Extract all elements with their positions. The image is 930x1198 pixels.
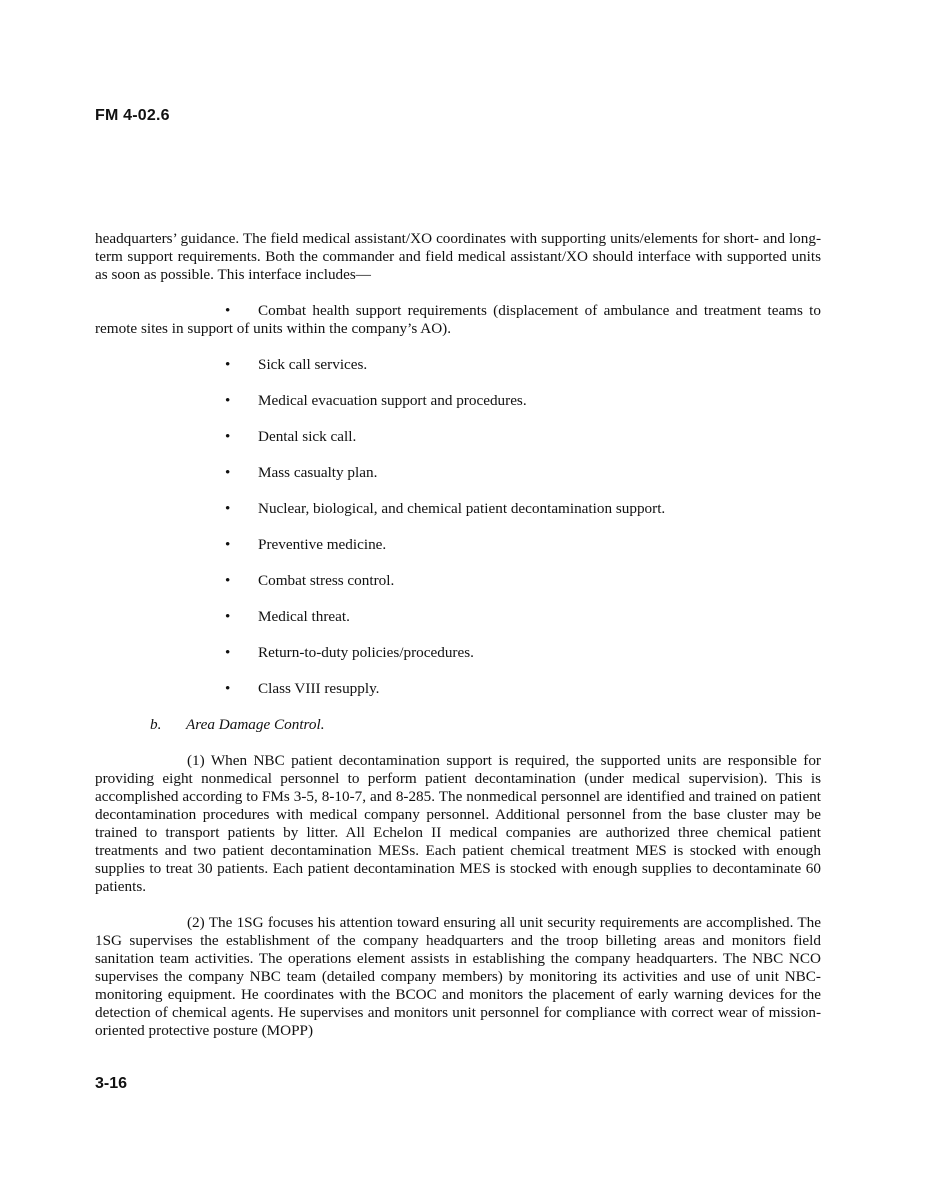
list-item	[95, 500, 821, 518]
list-item	[95, 608, 821, 626]
bullet-icon: •	[225, 644, 231, 661]
list-item-text: Medical evacuation support and procedures.	[258, 392, 527, 409]
list-item-text: Dental sick call.	[258, 428, 357, 445]
document-id-header: FM 4-02.6	[95, 107, 170, 124]
numbered-paragraph-2: (2) The 1SG focuses his attention toward ensuring all unit security requirements are accomplished. The 1SG supervises the establishment of the company headquarters and the troop billeting areas and monitors field sanitation team activities. The operations element assists in establishing the company headquarters. The NBC NCO supervises the company NBC team (detailed company members) by monitoring its activities and use of unit NBC-monitoring equipment. He coordinates with the BCOC and monitors the placement of early warning devices for the detection of chemical agents. He supervises and monitors unit personnel for compliance with correct wear of mission-oriented protective posture (MOPP)	[95, 914, 821, 1039]
page-number-footer: 3-16	[95, 1075, 128, 1092]
bullet-icon: •	[225, 464, 231, 481]
bullet-item-combat-health	[95, 302, 821, 338]
bullet-icon: •	[225, 572, 231, 589]
list-item-text: Sick call services.	[258, 356, 368, 373]
bullet-icon: •	[225, 680, 231, 697]
list-item-text: Preventive medicine.	[258, 536, 387, 553]
list-item	[95, 392, 821, 410]
list-item	[95, 680, 821, 698]
list-item-text: Medical threat.	[258, 608, 350, 625]
section-b-heading	[95, 716, 821, 734]
list-item	[95, 644, 821, 662]
list-item	[95, 464, 821, 482]
list-item-text: Combat stress control.	[258, 572, 395, 589]
bullet-icon: •	[225, 356, 231, 373]
bullet-icon: •	[225, 500, 231, 517]
bullet-icon: •	[225, 392, 231, 409]
bullet-icon: •	[225, 302, 231, 319]
section-letter: b.	[150, 716, 162, 733]
list-item-text: Class VIII resupply.	[258, 680, 380, 697]
page-body	[95, 230, 821, 1040]
bullet-icon: •	[225, 608, 231, 625]
section-title: Area Damage Control.	[186, 716, 325, 733]
support-requirements-list	[95, 356, 821, 698]
list-item	[95, 428, 821, 446]
list-item	[95, 572, 821, 590]
bullet-item-text: Combat health support requirements (displacement of ambulance and treatment teams to remote sites in support of units within the company’s AO).	[95, 302, 821, 337]
bullet-icon: •	[225, 536, 231, 553]
intro-paragraph: headquarters’ guidance. The field medical assistant/XO coordinates with supporting units/elements for short- and long-term support requirements. Both the commander and field medical assistant/XO should interface with supported units as soon as possible. This interface includes—	[95, 230, 821, 283]
list-item-text: Mass casualty plan.	[258, 464, 378, 481]
list-item-text: Return-to-duty policies/procedures.	[258, 644, 474, 661]
list-item-text: Nuclear, biological, and chemical patient decontamination support.	[258, 500, 666, 517]
list-item	[95, 536, 821, 554]
bullet-icon: •	[225, 428, 231, 445]
list-item	[95, 356, 821, 374]
numbered-paragraph-1: (1) When NBC patient decontamination support is required, the supported units are responsible for providing eight nonmedical personnel to perform patient decontamination (under medical supervision). This is accomplished according to FMs 3-5, 8-10-7, and 8-285. The nonmedical personnel are identified and trained on patient decontamination procedures with medical company personnel. Additional personnel from the base cluster may be trained to transport patients by litter. All Echelon II medical companies are authorized three chemical patient treatments and two patient decontamination MESs. Each patient chemical treatment MES is stocked with enough supplies to treat 30 patients. Each patient decontamination MES is stocked with enough supplies to decontaminate 60 patients.	[95, 752, 821, 895]
